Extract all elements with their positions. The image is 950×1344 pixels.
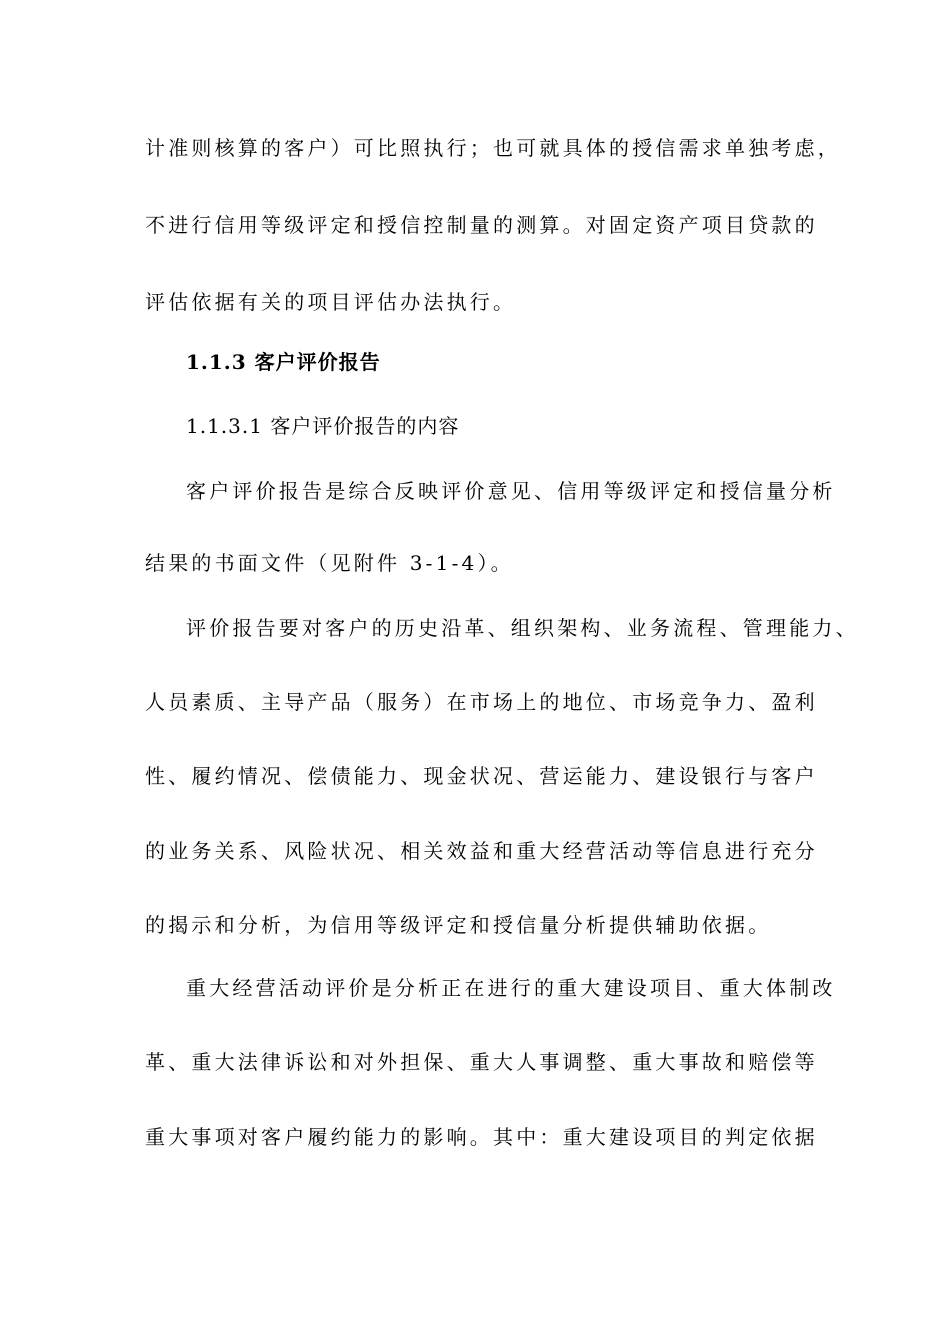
subsection-heading: 1.1.3.1 客户评价报告的内容 [186, 414, 460, 438]
paragraph-line: 评价报告要对客户的历史沿革、组织架构、业务流程、管理能力、 [186, 616, 859, 640]
paragraph-line: 重大经营活动评价是分析正在进行的重大建设项目、重大体制改 [186, 976, 836, 1000]
paragraph-line: 革、重大法律诉讼和对外担保、重大人事调整、重大事故和赔偿等 [145, 1050, 818, 1074]
paragraph-line: 客户评价报告是综合反映评价意见、信用等级评定和授信量分析 [186, 479, 836, 503]
paragraph-line: 结果的书面文件（见附件 3-1-4）。 [145, 551, 514, 575]
paragraph-line: 性、履约情况、偿债能力、现金状况、营运能力、建设银行与客户 [145, 764, 818, 788]
text-line: 评估依据有关的项目评估办法执行。 [145, 290, 517, 314]
text-line: 不进行信用等级评定和授信控制量的测算。对固定资产项目贷款的 [145, 213, 818, 237]
text-line: 计准则核算的客户）可比照执行；也可就具体的授信需求单独考虑， [145, 136, 841, 160]
paragraph-line: 的揭示和分析，为信用等级评定和授信量分析提供辅助依据。 [145, 913, 772, 937]
paragraph-line: 重大事项对客户履约能力的影响。其中：重大建设项目的判定依据 [145, 1125, 818, 1149]
section-heading: 1.1.3 客户评价报告 [186, 350, 381, 374]
paragraph-line: 的业务关系、风险状况、相关效益和重大经营活动等信息进行充分 [145, 839, 818, 863]
paragraph-line: 人员素质、主导产品（服务）在市场上的地位、市场竞争力、盈利 [145, 690, 818, 714]
